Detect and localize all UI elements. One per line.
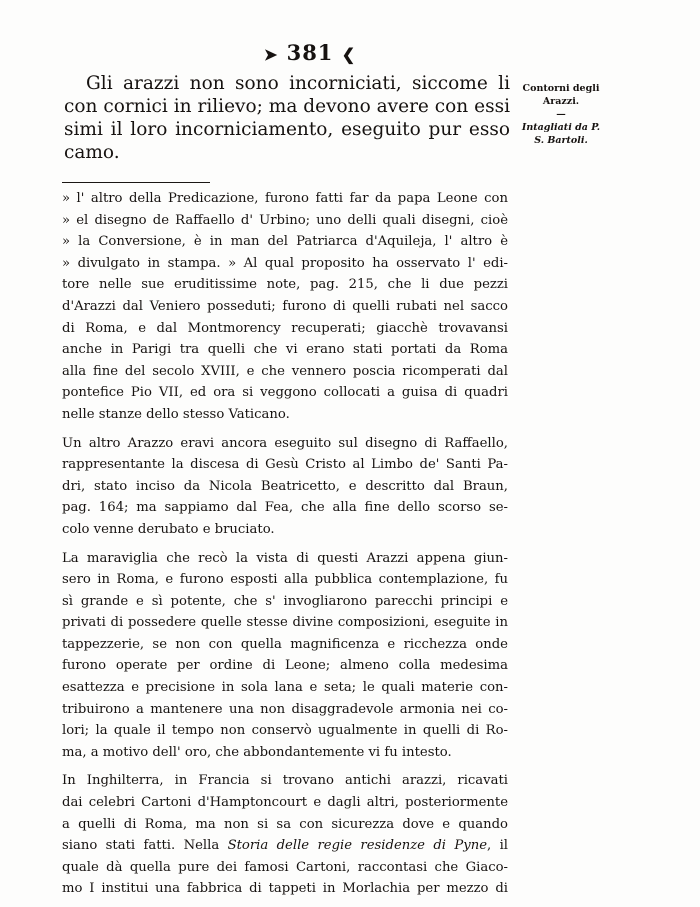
page-header [230,40,390,65]
note-line: La maraviglia che recò la vista di questi Arazzi appena giun- [62,550,508,566]
note-line: tribuirono a mantenere una non disaggradevole armonia nei co- [62,701,508,717]
note-line: tappezzerie, se non con quella magnificenza e ricchezza onde [62,636,508,652]
note-line: » l' altro della Predicazione, furono fatti far da papa Leone con [62,191,508,206]
note-line: sì grande e sì potente, che s' invogliarono parecchi principi e [62,593,508,609]
note-text: siano stati fatti. Nella [62,838,228,854]
footnotes [62,188,508,907]
right-ornament-icon: ❮ [341,45,357,64]
note-line: nelle stanze dello stesso Vaticano. [62,406,290,422]
margin-note-line: Arazzi. [542,96,580,107]
margin-note-line: Contorni degli [522,83,600,94]
main-line: Gli arazzi non sono incorniciati, siccome li [86,73,510,94]
note-line: furono operate per ordine di Leone; almeno colla medesima [62,658,508,674]
note-text: , il [487,838,508,854]
page-number: 381 [286,40,334,65]
note-line: ma, a motivo dell' oro, che abbondantemente vi fu intesto. [62,744,452,760]
note-line: » divulgato in stampa. » Al qual proposito ha osservato l' edi- [62,255,508,271]
main-line: con cornici in rilievo; ma devono avere con essi [64,96,510,117]
note-line: colo venne derubato e bruciato. [62,521,275,537]
note-line: In Inghilterra, in Francia si trovano antichi arazzi, ricavati [62,773,508,789]
note-line: alla fine del secolo XVIII, e che vennero poscia ricomperati dal [62,363,508,379]
note-line: esattezza e precisione in sola lana e seta; le quali materie con- [62,680,508,696]
note-line: d'Arazzi dal Veniero posseduti; furono di quelli rubati nel sacco [62,298,508,314]
note-line: dri, stato inciso da Nicola Beatricetto, e descritto dal Braun, [62,478,508,494]
margin-note-line: S. Bartoli. [534,135,588,146]
left-ornament-icon: ➤ [263,45,279,64]
book-title: Storia delle regie residenze di Pyne [227,838,488,854]
note-line: privati di possedere quelle stesse divine composizioni, eseguite in [62,615,508,631]
note-line: mo I institui una fabbrica di tappeti in Morlachia per mezzo di [62,881,508,897]
note-paragraph-3 [62,548,508,764]
note-line-with-title [62,835,508,857]
note-line: a quelli di Roma, ma non si sa con sicurezza dove e quando [62,816,508,832]
note-line: dai celebri Cartoni d'Hamptoncourt e dagli altri, posteriormente [62,795,508,811]
margin-note [508,82,614,147]
footnote-separator [62,182,210,183]
margin-note-dash: — [556,109,566,120]
note-line: rappresentante la discesa di Gesù Cristo al Limbo de' Santi Pa- [62,457,508,473]
note-line: sero in Roma, e furono esposti alla pubblica contemplazione, fu [62,572,508,588]
note-paragraph-1 [62,188,508,426]
note-paragraph-4 [62,770,508,900]
note-line: quale dà quella pure dei famosi Cartoni, raccontasi che Giaco- [62,859,508,875]
note-paragraph-2 [62,433,508,541]
note-line: » la Conversione, è in man del Patriarca d'Aquileja, l' altro è [62,234,508,250]
note-line: » el disegno de Raffaello d' Urbino; uno delli quali disegni, cioè [62,212,508,228]
main-line: simi il loro incorniciamento, eseguito pur esso [64,119,510,140]
main-paragraph [64,72,510,164]
note-line: tore nelle sue eruditissime note, pag. 215, che li due pezzi [62,277,508,293]
note-line: pag. 164; ma sappiamo dal Fea, che alla fine dello scorso se- [62,500,508,516]
note-line: di Roma, e dal Montmorency recuperati; giacchè trovavansi [62,320,508,336]
note-line: pontefice Pio VII, ed ora si veggono collocati a guisa di quadri [62,385,508,401]
note-line: lori; la quale il tempo non conservò ugualmente in quelli di Ro- [62,723,508,739]
margin-note-line: Intagliati da P. [521,122,601,133]
note-line: anche in Parigi tra quelli che vi erano stati portati da Roma [62,342,508,358]
main-line: camo. [64,142,120,163]
note-line: Un altro Arazzo eravi ancora eseguito sul disegno di Raffaello, [62,435,508,451]
